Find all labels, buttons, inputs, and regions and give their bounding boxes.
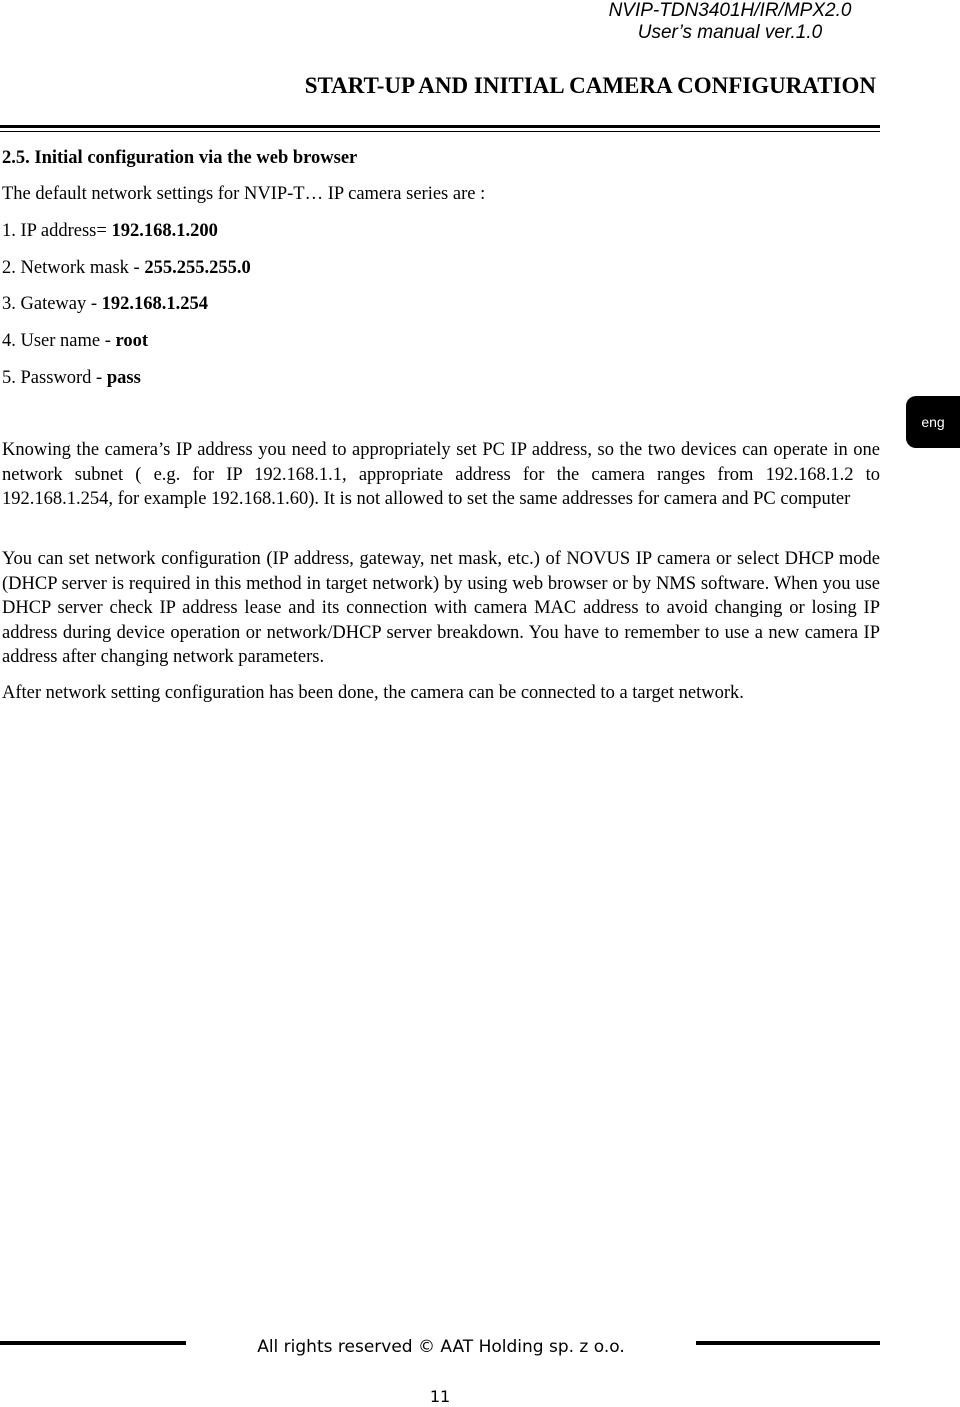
paragraph-connect: After network setting configuration has been done, the camera can be connected to a target network. xyxy=(2,683,744,703)
setting-label: 4. User name - xyxy=(2,331,116,351)
language-tab xyxy=(906,396,960,448)
setting-network-mask xyxy=(2,256,251,280)
setting-label: 2. Network mask - xyxy=(2,258,145,278)
footer-copyright: All rights reserved © AAT Holding sp. z o.o. xyxy=(257,1337,625,1357)
setting-value: root xyxy=(115,331,149,351)
paragraph-subnet: Knowing the camera’s IP address you need to appropriately set PC IP address, so the two devices can operate in one network subnet ( e.g. for IP 192.168.1.1, appropriate address for the camera ranges from 192.168.1.2 to 192.168.1.254, for example 192.168.1.60). It is not allowed to set the same addresses for camera and PC computer xyxy=(2,440,880,509)
document-model: NVIP-TDN3401H/IR/MPX2.0 xyxy=(608,0,852,21)
intro-text: The default network settings for NVIP-T… IP camera series are : xyxy=(2,184,486,204)
setting-label: 1. IP address= xyxy=(2,221,112,241)
setting-value: pass xyxy=(106,368,141,388)
footer-bar-right xyxy=(696,1341,880,1345)
setting-value: 255.255.255.0 xyxy=(144,258,251,278)
setting-label: 3. Gateway - xyxy=(2,294,102,314)
section-title: START-UP AND INITIAL CAMERA CONFIGURATION xyxy=(304,73,876,98)
footer-bar-left xyxy=(0,1341,186,1345)
setting-password xyxy=(2,366,141,390)
setting-user-name xyxy=(2,329,148,353)
header-divider-thin xyxy=(0,131,880,132)
setting-value: 192.168.1.254 xyxy=(101,294,209,314)
language-tab-label: eng xyxy=(921,414,945,430)
setting-gateway xyxy=(2,292,208,316)
paragraph-dhcp: You can set network configuration (IP address, gateway, net mask, etc.) of NOVUS IP camera or select DHCP mode (DHCP server is required in this method in target network) by using web browser or by NMS software. When you use DHCP server check IP address lease and its connection with camera MAC address to avoid changing or losing IP address during device operation or network/DHCP server breakdown. You have to remember to use a new camera IP address after changing network parameters. xyxy=(2,549,880,667)
setting-label: 5. Password - xyxy=(2,368,107,388)
setting-ip-address xyxy=(2,219,218,243)
page-number: 11 xyxy=(429,1387,451,1406)
section-heading: 2.5. Initial configuration via the web browser xyxy=(2,148,358,168)
header-divider-thick xyxy=(0,125,880,128)
manual-version: User’s manual ver.1.0 xyxy=(637,22,823,43)
setting-value: 192.168.1.200 xyxy=(111,221,218,241)
